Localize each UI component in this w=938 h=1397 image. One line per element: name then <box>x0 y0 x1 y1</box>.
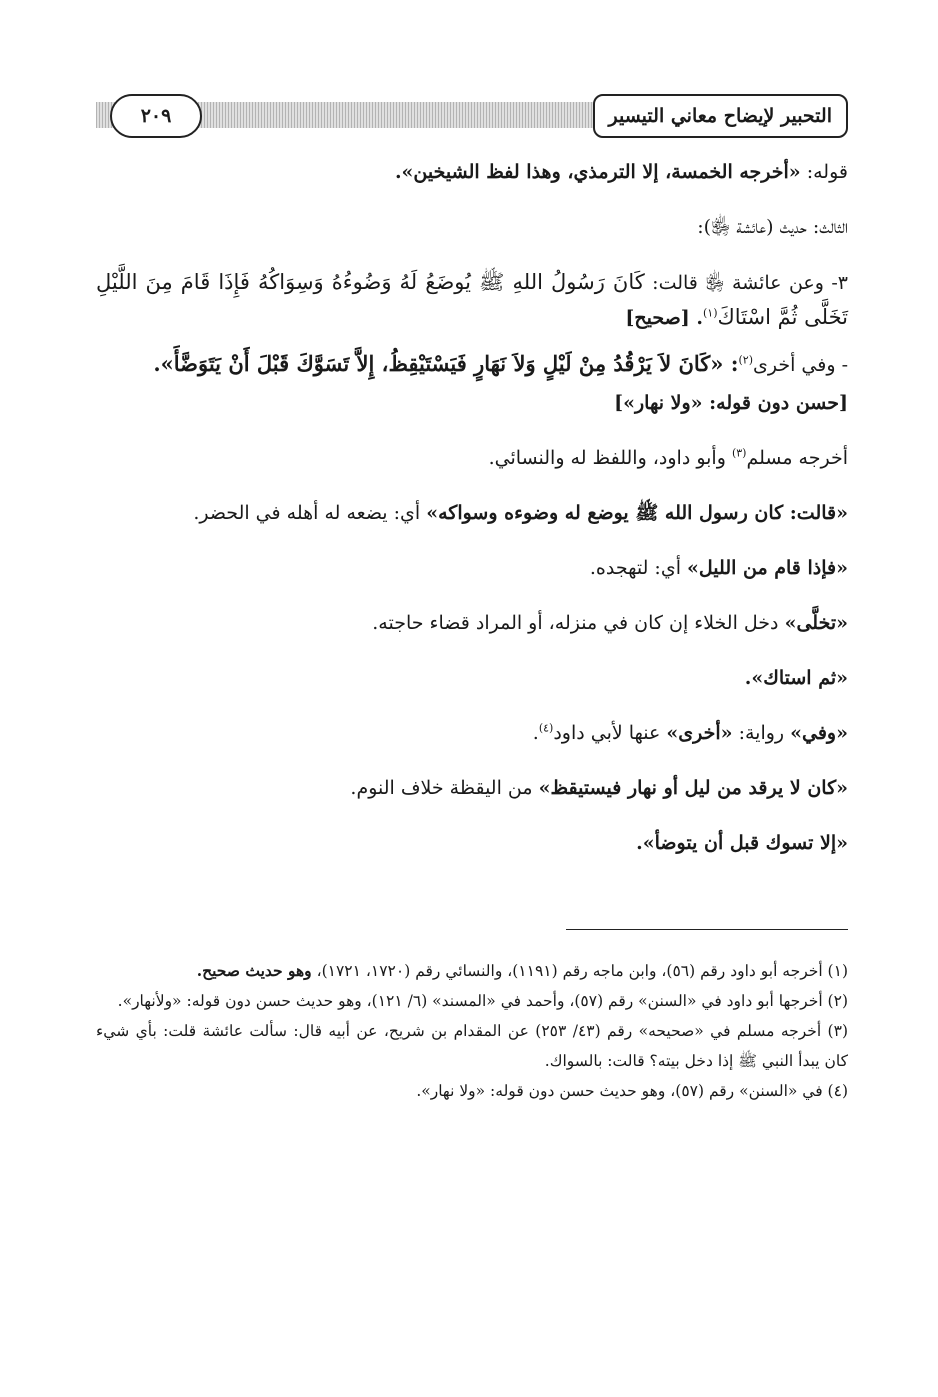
bold-quote: «وفي» <box>790 722 848 744</box>
footnote-ref[interactable]: (٤) <box>538 721 554 735</box>
book-title: التحبير لإيضاح معاني التيسير <box>593 94 848 138</box>
footnotes <box>96 956 848 1106</box>
text-span: قوله: <box>800 161 848 183</box>
main-text <box>96 155 848 881</box>
bold-quote: «أخرى» <box>666 722 733 744</box>
text-line <box>96 155 848 189</box>
footnote-ref[interactable]: (٢) <box>738 353 754 367</box>
bold-text: وهو حديث صحيح. <box>196 961 312 980</box>
bold-quote: «فإذا قام من الليل» <box>687 557 848 579</box>
text-span: (١) أخرجه أبو داود رقم (٥٦)، وابن ماجه رقم (١١٩١)، والنسائي رقم (١٧٢٠، ١٧٢١)، <box>311 962 848 980</box>
footnote-4: (٤) في «السنن» رقم (٥٧)، وهو حديث حسن دون قوله: «ولا نهار». <box>416 1082 848 1100</box>
commentary-line: «ثم استاك». <box>744 667 848 689</box>
text-span: من اليقظة خلاف النوم. <box>350 777 539 799</box>
text-span: رواية: <box>732 722 791 744</box>
hadith-quote: كَانَ رَسُولُ اللهِ ﷺ يُوضَعُ لَهُ وَضُوءُهُ وَسِوَاكُهُ فَإِذَا قَامَ مِنَ اللَّيْلِ تَخَلَّى ثُمَّ اسْتَاكَ <box>96 270 848 329</box>
bold-quote: «قالت: كان رسول الله ﷺ يوضع له وضوءه وسواكه» <box>426 502 848 524</box>
text-line <box>96 441 848 475</box>
grading-label: . [صحيح] <box>625 307 703 329</box>
text-span: دخل الخلاء إن كان في منزله، أو المراد قضاء حاجته. <box>372 612 785 634</box>
text-span: . <box>532 722 539 744</box>
hadith-variant <box>96 347 848 382</box>
page-number: ٢٠٩ <box>110 94 202 138</box>
running-header <box>96 92 848 138</box>
text-span: أخرجه مسلم <box>746 447 848 469</box>
text-span: أي: يضعه له أهله في الحضر. <box>193 502 427 524</box>
text-span: - وفي أخرى <box>753 354 848 376</box>
text-span: وأبو داود، واللفظ له والنسائي. <box>488 447 732 469</box>
commentary-line <box>96 606 848 640</box>
footnote-divider <box>566 929 848 930</box>
hadith-text <box>96 265 848 335</box>
commentary-line: «إلا تسوك قبل أن يتوضأ». <box>636 832 848 854</box>
hadith-quote: : «كَانَ لاَ يَرْقُدُ مِنْ لَيْلٍ وَلاَ نَهَارٍ فَيَسْتَيْقِظُ، إِلاَّ تَسَوَّكَ قَبْلَ أَنْ يَتَوَضَّأَ». <box>153 351 739 376</box>
commentary-line <box>96 496 848 530</box>
grading-label: [حسن دون قوله: «ولا نهار»] <box>614 392 848 414</box>
footnote-2: (٢) أخرجها أبو داود في «السنن» رقم (٥٧)، وأحمد في «المسند» (٦/ ١٢١)، وهو حديث حسن دون قوله: «ولأنهار». <box>117 992 848 1010</box>
text-span: ٣- وعن عائشة ﵂ قالت: <box>644 272 848 294</box>
commentary-line <box>96 551 848 585</box>
text-span: أي: لتهجده. <box>589 557 688 579</box>
section-heading: الثالث: حديث (عائشة ﵂): <box>697 216 848 238</box>
footnote-1 <box>96 956 848 986</box>
footnote-ref[interactable]: (١) <box>702 306 718 320</box>
text-span: عنها لأبي داود <box>553 722 667 744</box>
footnote-ref[interactable]: (٣) <box>731 446 747 460</box>
bold-quote: «أخرجه الخمسة، إلا الترمذي، وهذا لفظ الشيخين». <box>394 161 801 183</box>
commentary-line <box>96 771 848 805</box>
footnote-3: (٣) أخرجه مسلم في «صحيحه» رقم (٤٣/ ٢٥٣) عن المقدام بن شريح، عن أبيه قال: سألت عائشة قلت: بأي شيء كان يبدأ النبي ﷺ إذا دخل بيته؟ قالت: بالسواك. <box>96 1022 848 1070</box>
bold-quote: «كان لا يرقد من ليل أو نهار فيستيقظ» <box>538 777 848 799</box>
commentary-line <box>96 716 848 750</box>
bold-quote: «تخلَّى» <box>784 612 848 634</box>
